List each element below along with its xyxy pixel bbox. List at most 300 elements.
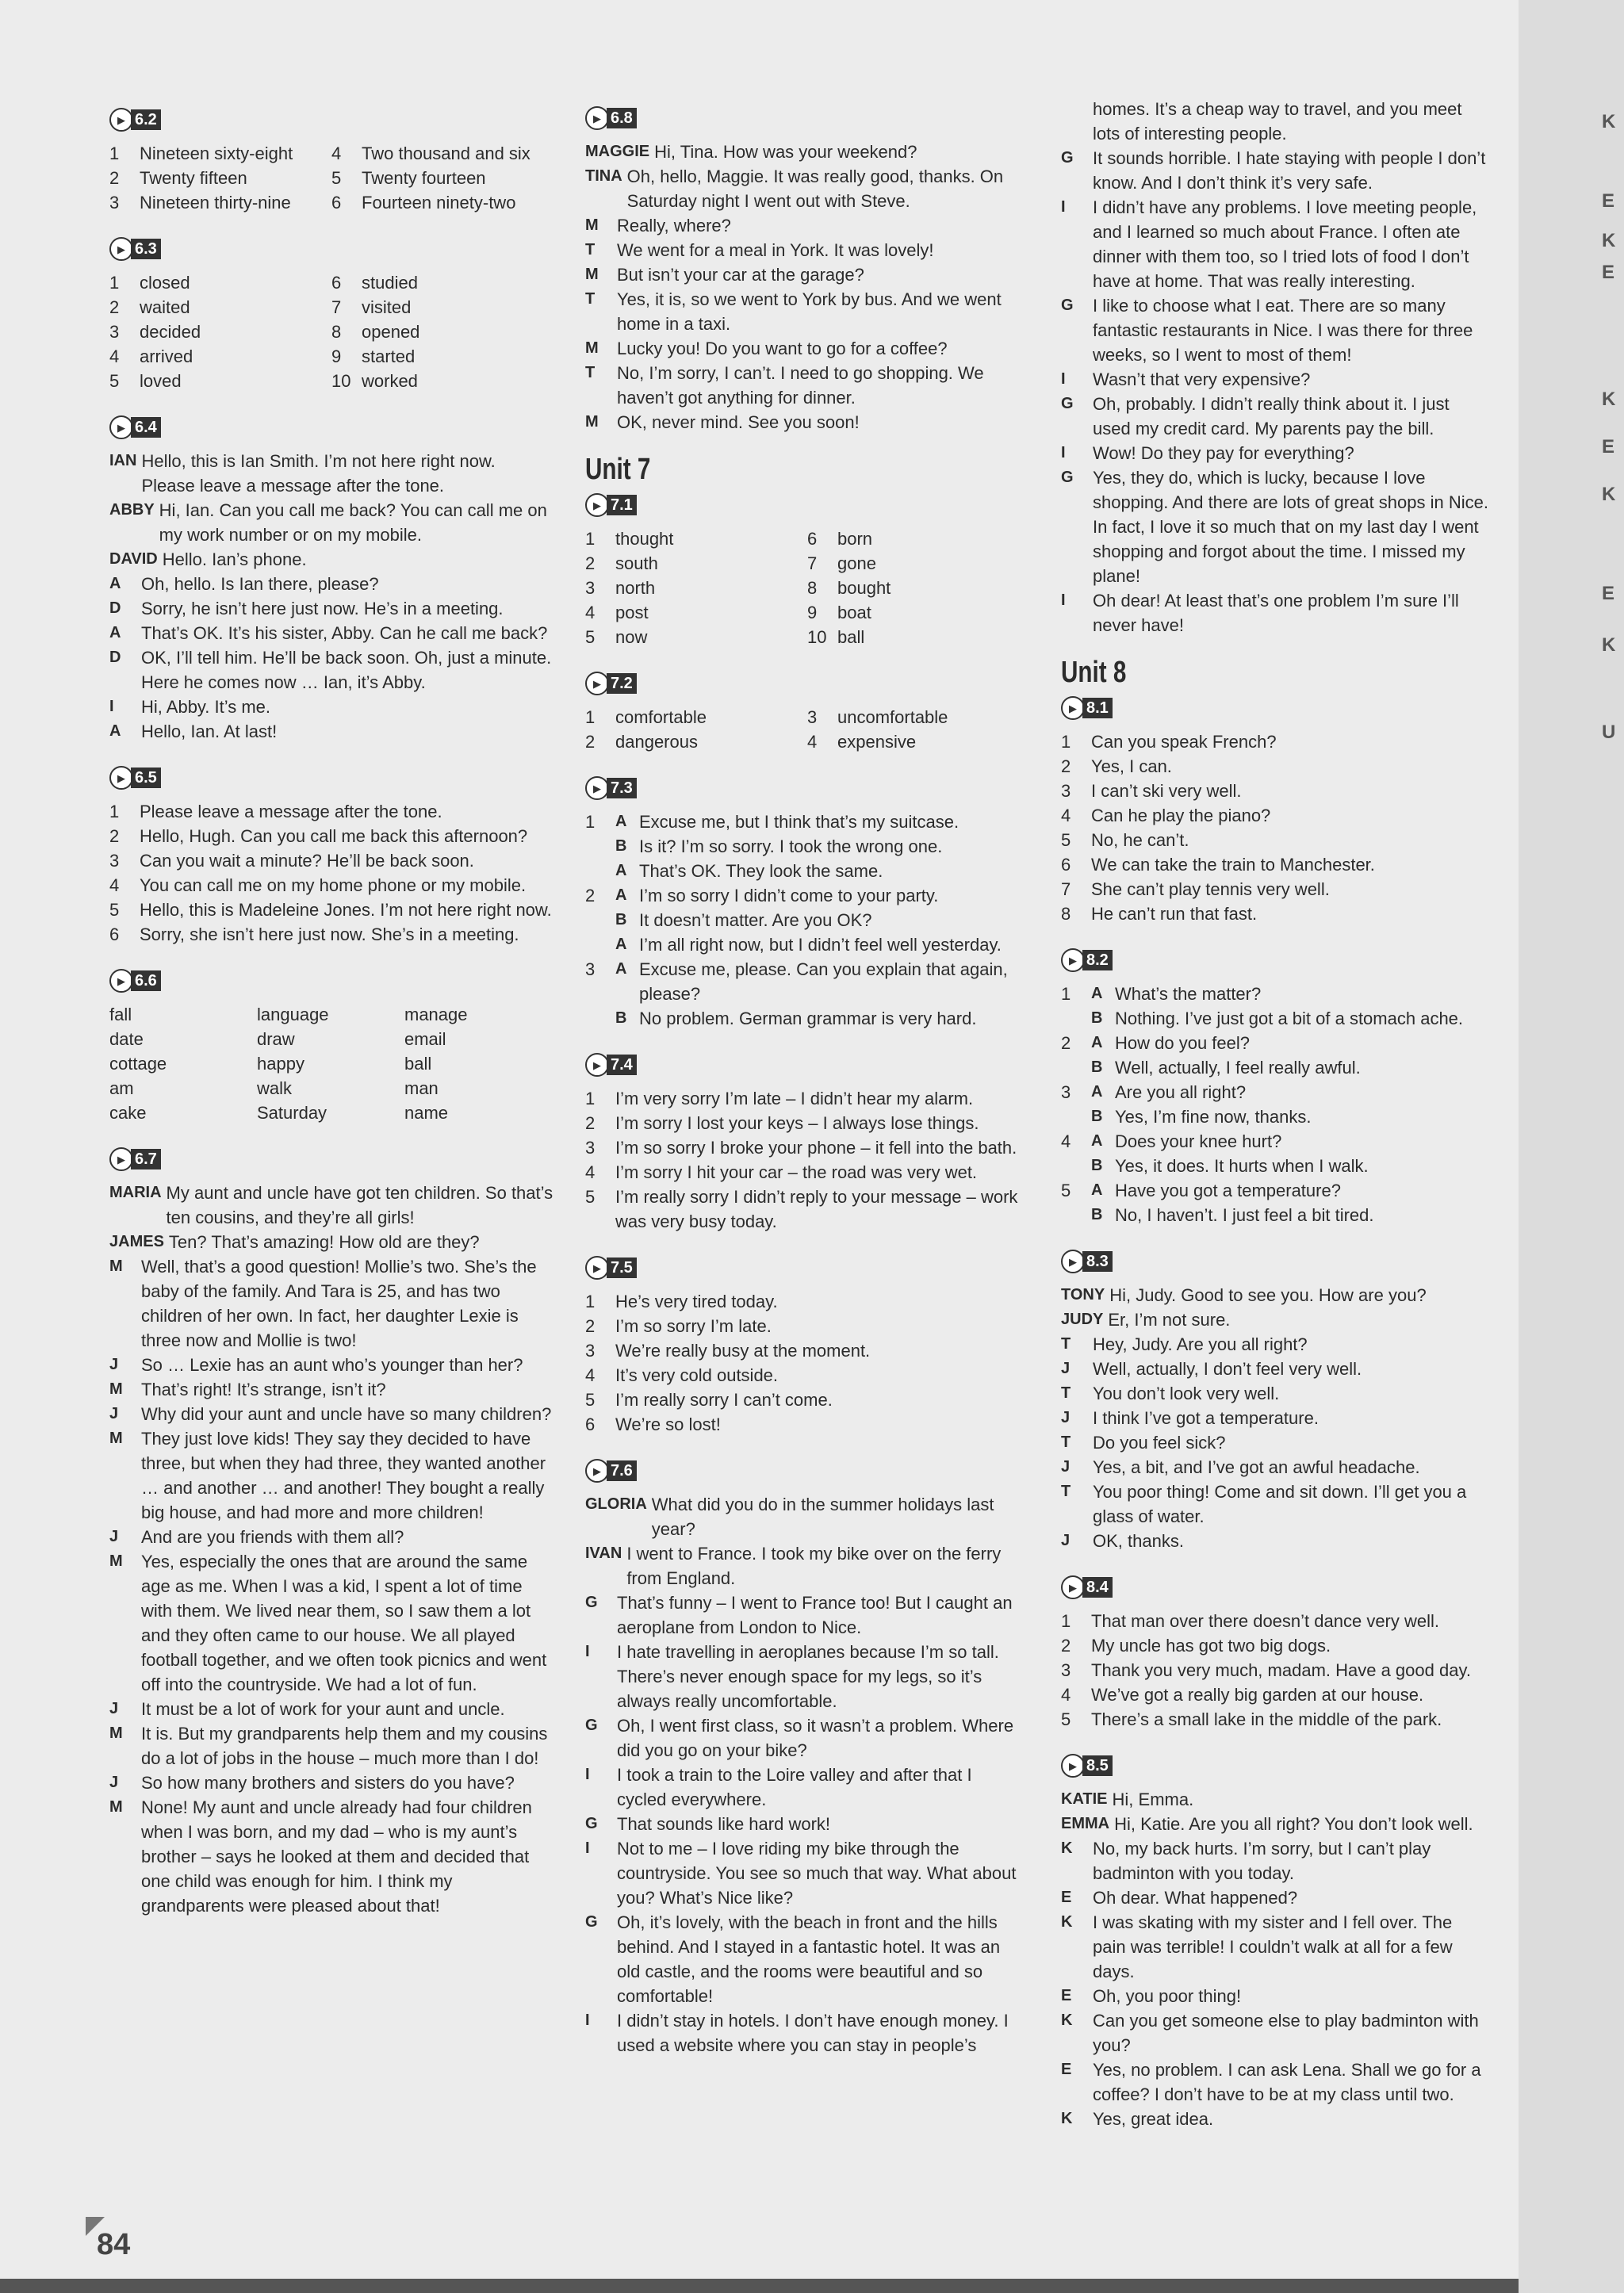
item-number: 4 [585, 1365, 596, 1385]
dialog-text: So how many brothers and sisters do you have? [141, 1773, 515, 1793]
item-number [585, 859, 615, 883]
audio-track-label[interactable] [585, 776, 637, 800]
item-number: 4 [585, 603, 596, 622]
speaker-letter: B [615, 1009, 627, 1027]
item-number: 8 [1061, 904, 1071, 924]
speaker-name: J [109, 1700, 119, 1717]
speaker-letter: A [1091, 1034, 1103, 1051]
audio-track-label[interactable] [109, 1147, 161, 1171]
play-icon[interactable]: ▶ [585, 106, 609, 130]
item-number: 2 [1061, 756, 1071, 776]
list-item [1061, 1707, 1489, 1732]
item-number: 6 [331, 193, 342, 212]
item-number: 1 [585, 1089, 596, 1108]
speaker-name: M [585, 216, 599, 234]
speaker-letter: A [1091, 1083, 1103, 1101]
dialog-line [1061, 195, 1489, 293]
list-item [585, 1135, 1025, 1160]
numbered-list [585, 526, 1025, 649]
dialog-line [585, 410, 1025, 434]
play-icon[interactable]: ▶ [109, 1147, 133, 1171]
item-text: started [362, 346, 416, 366]
track-number: 6.2 [131, 109, 161, 130]
unit-heading: Unit 8 [1061, 656, 1127, 689]
item-text: Two thousand and six [362, 144, 530, 163]
item-text: Twenty fifteen [140, 168, 247, 188]
dialog-line [1061, 2008, 1489, 2058]
item-number: 4 [109, 875, 120, 895]
list-item [807, 625, 1029, 649]
item-number [585, 834, 615, 859]
speaker-name: T [1061, 1483, 1071, 1500]
exchange-text: It doesn’t matter. Are you OK? [639, 910, 872, 930]
item-number [1061, 1104, 1091, 1129]
speaker-name: I [585, 1766, 590, 1783]
speaker-name: I [585, 1839, 590, 1857]
item-number: 2 [585, 732, 596, 752]
speaker-name: IAN [109, 452, 137, 469]
item-number: 4 [331, 144, 342, 163]
item-text: arrived [140, 346, 193, 366]
speaker-letter: B [1091, 1108, 1103, 1125]
dialog-line [1061, 1357, 1489, 1381]
item-number: 6 [331, 273, 342, 293]
exchange-line [1061, 1104, 1489, 1129]
word: cake [109, 1103, 147, 1123]
exchange-text: What’s the matter? [1115, 984, 1262, 1004]
dialog-text: Really, where? [617, 216, 731, 235]
audio-track-label[interactable] [1061, 1754, 1113, 1778]
section-s64 [109, 411, 553, 744]
list-item [1061, 877, 1489, 902]
list-item [331, 141, 553, 166]
dialog-text: It sounds horrible. I hate staying with people I don’t know. And I don’t think it’s very safe. [1093, 148, 1486, 193]
play-icon[interactable]: ▶ [585, 1256, 609, 1280]
dialog-line [109, 498, 553, 547]
item-number: 4 [585, 1162, 596, 1182]
dialog-line [1061, 1406, 1489, 1430]
list-item [109, 344, 331, 369]
item-number: 9 [331, 346, 342, 366]
dialog-text: Well, actually, I don’t feel very well. [1093, 1359, 1362, 1379]
speaker-name: K [1061, 1839, 1073, 1857]
item-number: 2 [109, 297, 120, 317]
speaker-name: A [109, 575, 121, 592]
audio-track-label[interactable] [585, 1053, 637, 1077]
dialog-text: It is. But my grandparents help them and my cousins do a lot of jobs in the house – much more than I do! [141, 1724, 548, 1768]
dialog-text: Hi, Judy. Good to see you. How are you? [1109, 1285, 1427, 1305]
list-item [585, 1412, 1025, 1437]
audio-track-label[interactable] [585, 106, 637, 130]
audio-track-label[interactable] [585, 1459, 637, 1483]
item-number: 1 [109, 273, 120, 293]
speaker-name: T [585, 241, 596, 258]
item-number: 5 [331, 168, 342, 188]
track-number: 7.6 [607, 1460, 637, 1481]
dialog-line [109, 449, 553, 498]
audio-track-label[interactable] [109, 969, 161, 993]
word: man [404, 1078, 439, 1098]
list-item [807, 576, 1029, 600]
dialog-text: You don’t look very well. [1093, 1384, 1280, 1403]
item-number: 1 [1061, 1611, 1071, 1631]
play-icon[interactable]: ▶ [1061, 1250, 1085, 1273]
speaker-name: D [109, 649, 121, 666]
play-icon[interactable]: ▶ [585, 493, 609, 517]
dialog-line [1061, 1910, 1489, 1984]
edge-letter: E [1602, 436, 1615, 457]
list-item [1061, 828, 1489, 852]
item-text: Nineteen thirty-nine [140, 193, 291, 212]
track-number: 6.4 [131, 417, 161, 438]
item-number: 6 [807, 529, 818, 549]
item-number: 2 [1061, 1033, 1071, 1053]
audio-track-label[interactable] [585, 493, 637, 517]
item-text: You can call me on my home phone or my mobile. [140, 875, 527, 895]
dialog-text: None! My aunt and uncle already had four children when I was born, and my dad – who is my aunt’s brother – says he looked at them and decided that one child was enough for him. I think my grandparents were pleased about that! [141, 1797, 532, 1916]
item-number: 6 [585, 1414, 596, 1434]
section-s63 [109, 232, 553, 393]
item-number: 2 [585, 886, 596, 905]
numbered-list [585, 1289, 1025, 1437]
item-text: opened [362, 322, 420, 342]
speaker-letter: A [1091, 1132, 1103, 1150]
speaker-name: J [1061, 1458, 1071, 1476]
audio-track-label[interactable] [1061, 948, 1113, 972]
track-number: 8.5 [1082, 1755, 1113, 1776]
section-s83 [1061, 1245, 1489, 1553]
item-number [1061, 1203, 1091, 1227]
list-item [331, 369, 553, 393]
dialog-text: It must be a lot of work for your aunt and uncle. [141, 1699, 505, 1719]
item-text: expensive [837, 732, 917, 752]
track-number: 6.5 [131, 768, 161, 788]
speaker-name: EMMA [1061, 1815, 1110, 1832]
track-number: 6.8 [607, 108, 637, 128]
section-s73 [585, 771, 1025, 1031]
word: cottage [109, 1054, 167, 1074]
item-number: 1 [1061, 732, 1071, 752]
item-number: 3 [1061, 1082, 1071, 1102]
item-text: I’m sorry I lost your keys – I always lose things. [615, 1113, 979, 1133]
track-number: 7.3 [607, 778, 637, 798]
play-icon[interactable]: ▶ [1061, 1575, 1085, 1599]
dialog-line [109, 1426, 553, 1525]
dialog-line [585, 1640, 1025, 1713]
dialog-line [585, 238, 1025, 262]
list-item [1061, 902, 1489, 926]
speaker-name: M [585, 266, 599, 283]
dialog-line [1061, 1812, 1489, 1836]
play-icon[interactable]: ▶ [109, 766, 133, 790]
speaker-name: TONY [1061, 1286, 1105, 1303]
track-number: 6.3 [131, 239, 161, 259]
speaker-name: D [109, 599, 121, 617]
list-item [1061, 1658, 1489, 1682]
item-number: 4 [807, 732, 818, 752]
list-item [109, 824, 553, 848]
audio-track-label[interactable] [1061, 1575, 1113, 1599]
play-icon[interactable]: ▶ [585, 776, 609, 800]
exchange-text: Does your knee hurt? [1115, 1131, 1282, 1151]
dialog-text: Oh, it’s lovely, with the beach in front and the hills behind. And I stayed in a fantastic hotel. It was an old castle, and the rooms were beautiful and so comfortable! [617, 1912, 1001, 2006]
list-item [585, 1338, 1025, 1363]
list-item [807, 729, 1029, 754]
exchange-text: Yes, it does. It hurts when I walk. [1115, 1156, 1369, 1176]
dialog-text: Oh, hello. Is Ian there, please? [141, 574, 379, 594]
dialog-line [585, 336, 1025, 361]
speaker-name: G [1061, 297, 1074, 314]
item-text: He can’t run that fast. [1091, 904, 1258, 924]
item-text: now [615, 627, 648, 647]
audio-track-label[interactable] [109, 237, 161, 261]
play-icon[interactable]: ▶ [585, 1053, 609, 1077]
item-number: 2 [1061, 1636, 1071, 1656]
speaker-name: IVAN [585, 1545, 622, 1562]
dialog-text: I was skating with my sister and I fell over. The pain was terrible! I couldn’t walk at all for a few days. [1093, 1912, 1453, 1981]
audio-track-label[interactable] [1061, 696, 1113, 720]
item-text: My uncle has got two big dogs. [1091, 1636, 1331, 1656]
speaker-name: G [585, 1717, 598, 1734]
speaker-name: MAGGIE [585, 143, 650, 160]
play-icon[interactable]: ▶ [1061, 696, 1085, 720]
list-item [585, 600, 807, 625]
dialog-line [1061, 1430, 1489, 1455]
dialog-line [109, 695, 553, 719]
exchange-line [1061, 982, 1489, 1006]
speaker-name: I [109, 698, 114, 715]
speaker-name: I [1061, 370, 1066, 388]
speaker-name: M [109, 1258, 123, 1275]
dialog-line [1061, 1885, 1489, 1910]
dialog-line [585, 140, 1025, 164]
edge-letter: K [1602, 230, 1616, 251]
list-item [331, 295, 553, 320]
item-text: I’m so sorry I broke your phone – it fell into the bath. [615, 1138, 1017, 1158]
dialog-line [109, 621, 553, 645]
dialog-text: Can you get someone else to play badminton with you? [1093, 2011, 1479, 2055]
item-text: We’re really busy at the moment. [615, 1341, 871, 1361]
word: language [257, 1005, 329, 1024]
word: draw [257, 1029, 295, 1049]
exchange-line [1061, 1154, 1489, 1178]
dialog-text: We went for a meal in York. It was lovely! [617, 240, 934, 260]
item-number: 4 [1061, 806, 1071, 825]
play-icon[interactable]: ▶ [1061, 1754, 1085, 1778]
dialog-line [1061, 392, 1489, 441]
play-icon[interactable]: ▶ [109, 969, 133, 993]
section-s67 [109, 1143, 553, 1918]
section-s68 [585, 101, 1025, 434]
dialog-text: Yes, a bit, and I’ve got an awful headache. [1093, 1457, 1420, 1477]
item-text: bought [837, 578, 891, 598]
dialog-text: But isn’t your car at the garage? [617, 265, 864, 285]
item-number: 8 [331, 322, 342, 342]
speaker-name: MARIA [109, 1184, 162, 1201]
item-number: 8 [807, 578, 818, 598]
dialog-text: I hate travelling in aeroplanes because I’m so tall. There’s never enough space for my legs, so it’s always really uncomfortable. [617, 1642, 999, 1711]
exchange-text: Well, actually, I feel really awful. [1115, 1058, 1361, 1078]
speaker-name: TINA [585, 167, 622, 185]
speaker-name: T [1061, 1384, 1071, 1402]
item-text: Yes, I can. [1091, 756, 1172, 776]
item-text: Twenty fourteen [362, 168, 486, 188]
play-icon[interactable]: ▶ [109, 237, 133, 261]
speaker-letter: A [1091, 1181, 1103, 1199]
speaker-letter: B [1091, 1009, 1103, 1027]
item-number: 2 [585, 1113, 596, 1133]
section-s82 [1061, 944, 1489, 1227]
speaker-name: J [109, 1405, 119, 1422]
edge-letter: K [1602, 484, 1616, 505]
item-number: 2 [585, 553, 596, 573]
track-number: 8.3 [1082, 1251, 1113, 1272]
speaker-letter: B [1091, 1058, 1103, 1076]
exchange-line [585, 810, 1025, 834]
section-s72 [585, 667, 1025, 754]
play-icon[interactable]: ▶ [585, 1459, 609, 1483]
speaker-letter: A [615, 936, 627, 953]
speaker-letter: A [1091, 985, 1103, 1002]
item-text: born [837, 529, 873, 549]
item-text: uncomfortable [837, 707, 948, 727]
track-number: 6.6 [131, 970, 161, 991]
play-icon[interactable]: ▶ [109, 108, 133, 132]
item-number: 4 [1061, 1685, 1071, 1705]
item-number: 3 [1061, 781, 1071, 801]
list-item [807, 526, 1029, 551]
list-item [585, 705, 807, 729]
dialog-line [585, 361, 1025, 410]
list-item [807, 600, 1029, 625]
dialog-text: I didn’t stay in hotels. I don’t have enough money. I used a website where you can stay in people’s [617, 2011, 1009, 2055]
item-text: ball [837, 627, 865, 647]
dialog-text: Why did your aunt and uncle have so many children? [141, 1404, 552, 1424]
item-number: 2 [109, 826, 120, 846]
exchange-text: Is it? I’m so sorry. I took the wrong one. [639, 836, 943, 856]
dialog-text: My aunt and uncle have got ten children. So that’s ten cousins, and they’re all girls! [166, 1183, 553, 1227]
speaker-name: I [1061, 198, 1066, 216]
exchange-line [1061, 1080, 1489, 1104]
list-item [585, 625, 807, 649]
dialog-line [1061, 1529, 1489, 1553]
list-item [585, 1363, 1025, 1388]
numbered-list [109, 799, 553, 947]
dialog-text: You poor thing! Come and sit down. I’ll get you a glass of water. [1093, 1482, 1467, 1526]
item-text: comfortable [615, 707, 707, 727]
list-item [109, 922, 553, 947]
item-text: north [615, 578, 656, 598]
speaker-letter: B [1091, 1206, 1103, 1223]
item-number: 10 [807, 627, 827, 647]
edge-letter: K [1602, 634, 1616, 656]
section-s84 [1061, 1571, 1489, 1732]
item-number: 1 [109, 802, 120, 821]
item-number: 5 [1061, 1709, 1071, 1729]
list-item [331, 344, 553, 369]
item-number: 5 [109, 371, 120, 391]
item-number: 7 [807, 553, 818, 573]
audio-track-label[interactable] [109, 415, 161, 439]
item-number [585, 908, 615, 932]
play-icon[interactable]: ▶ [109, 415, 133, 439]
dialog-text: They just love kids! They say they decided to have three, but when they had three, they wanted another … and another … and another! They bought a really big house, and had more and more children! [141, 1429, 546, 1522]
dialog-text: What did you do in the summer holidays last year? [651, 1495, 994, 1539]
dialog-text: No, I’m sorry, I can’t. I need to go shopping. We haven’t got anything for dinner. [617, 363, 984, 408]
play-icon[interactable]: ▶ [585, 672, 609, 695]
item-number: 7 [331, 297, 342, 317]
word: name [404, 1103, 449, 1123]
exchange-line [1061, 1178, 1489, 1203]
exchange-line [1061, 1031, 1489, 1055]
word-grid [109, 1002, 553, 1125]
item-number: 2 [109, 168, 120, 188]
audio-track-label[interactable] [1061, 1250, 1113, 1273]
dialog-line [109, 1549, 553, 1697]
speaker-name: M [109, 1725, 123, 1742]
audio-track-label[interactable] [585, 1256, 637, 1280]
speaker-letter: A [615, 813, 627, 830]
item-text: She can’t play tennis very well. [1091, 879, 1330, 899]
dialog-line [1061, 441, 1489, 465]
dialog-text: Do you feel sick? [1093, 1433, 1226, 1453]
exchange-line [1061, 1203, 1489, 1227]
speaker-name: K [1061, 1913, 1073, 1931]
dialog-text: And are you friends with them all? [141, 1527, 404, 1547]
item-number [1061, 1006, 1091, 1031]
speaker-name: J [109, 1774, 119, 1791]
speaker-name: I [1061, 444, 1066, 461]
audio-track-label[interactable] [109, 766, 161, 790]
list-item [1061, 1633, 1489, 1658]
speaker-name: G [1061, 395, 1074, 412]
dialog-text: I didn’t have any problems. I love meeting people, and I learned so much about France. I often ate dinner with them too, so I tried lots of food I don’t have at home. That was really interesting. [1093, 197, 1477, 291]
speaker-name: G [585, 1815, 598, 1832]
list-item [585, 526, 807, 551]
dialog-text: That’s OK. It’s his sister, Abby. Can he call me back? [141, 623, 548, 643]
column-left [109, 103, 553, 1935]
dialog-line [1061, 1480, 1489, 1529]
list-item [109, 270, 331, 295]
audio-track-label[interactable] [109, 108, 161, 132]
dialog-text: Yes, they do, which is lucky, because I love shopping. And there are lots of great shops in Nice. In fact, I love it so much that on my last day I went shopping and forgot about the time. I missed my plane! [1093, 468, 1488, 586]
play-icon[interactable]: ▶ [1061, 948, 1085, 972]
audio-track-label[interactable] [585, 672, 637, 695]
unit-heading: Unit 7 [585, 453, 651, 486]
dialog-text: That sounds like hard work! [617, 1814, 831, 1834]
item-number [585, 1006, 615, 1031]
dialog-line [1061, 293, 1489, 367]
dialog-text: Yes, no problem. I can ask Lena. Shall we go for a coffee? I don’t have to be at my class until two. [1093, 2060, 1481, 2104]
section-s76 [585, 1454, 1025, 2058]
item-text: We’ve got a really big garden at our house. [1091, 1685, 1424, 1705]
word: ball [404, 1054, 432, 1074]
item-number: 6 [1061, 855, 1071, 875]
item-text: I’m so sorry I’m late. [615, 1316, 772, 1336]
list-item [109, 166, 331, 190]
speaker-name: A [109, 624, 121, 641]
section-s85 [1061, 1749, 1489, 2131]
speaker-name: M [585, 339, 599, 357]
item-number [585, 932, 615, 957]
exchange-line [1061, 1006, 1489, 1031]
exchange-line [585, 883, 1025, 908]
speaker-name: E [1061, 1889, 1072, 1906]
item-text: visited [362, 297, 412, 317]
dialog-line [109, 572, 553, 596]
item-number: 2 [585, 1316, 596, 1336]
item-text: No, he can’t. [1091, 830, 1189, 850]
